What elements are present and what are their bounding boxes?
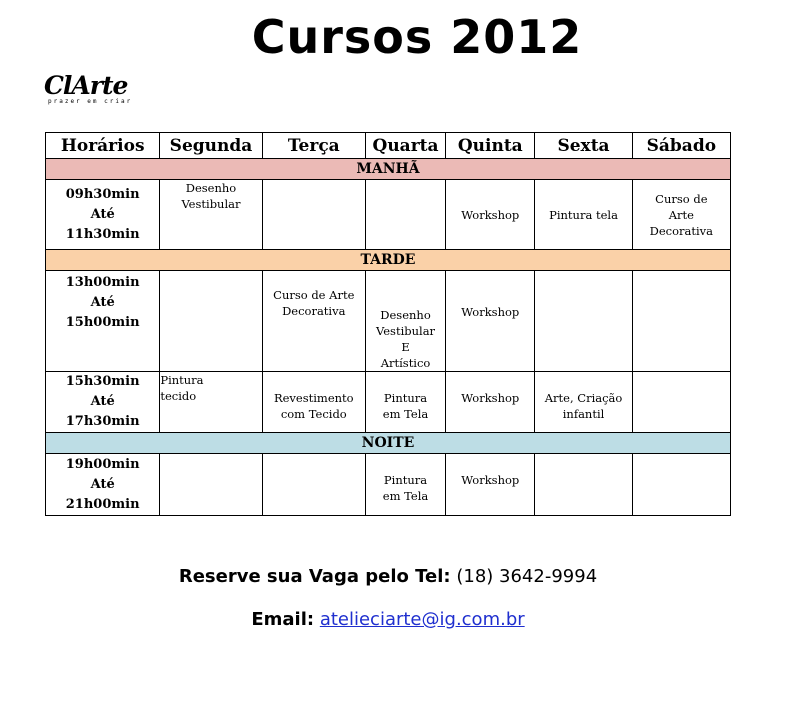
course-cell	[365, 271, 445, 372]
course-text: Vestibular	[376, 324, 436, 338]
period-row-noite	[46, 433, 731, 454]
course-text: com Tecido	[280, 407, 347, 421]
course-text: em Tela	[382, 489, 429, 503]
reservation-line	[0, 566, 776, 587]
time-slot	[46, 180, 160, 250]
table-row	[46, 271, 731, 372]
course-cell	[160, 180, 262, 250]
empty-cell	[365, 180, 445, 250]
period-label-noite: NOITE	[46, 433, 731, 454]
course-text: Workshop	[461, 305, 520, 319]
period-label-tarde: TARDE	[46, 250, 731, 271]
email-link[interactable]: atelieciarte@ig.com.br	[319, 609, 525, 630]
course-cell	[365, 372, 445, 433]
header-horarios: Horários	[46, 133, 160, 159]
header-terca: Terça	[262, 133, 365, 159]
course-cell	[262, 372, 365, 433]
time-start: 09h30min	[65, 186, 140, 202]
time-start: 13h00min	[65, 275, 140, 290]
course-text: Vestibular	[181, 197, 241, 211]
course-cell	[365, 454, 445, 516]
header-sabado: Sábado	[632, 133, 730, 159]
header-sexta: Sexta	[535, 133, 632, 159]
course-cell	[446, 372, 535, 433]
empty-cell	[262, 180, 365, 250]
empty-cell	[632, 271, 730, 372]
course-text: Decorativa	[649, 223, 714, 238]
period-row-manha	[46, 159, 731, 180]
empty-cell	[160, 454, 262, 516]
course-text: Arte	[668, 207, 694, 222]
email-label: Email:	[251, 609, 315, 630]
time-until: Até	[90, 295, 115, 310]
course-cell	[535, 372, 632, 433]
course-text: Curso de Arte	[273, 288, 355, 302]
time-until: Até	[90, 476, 115, 492]
empty-cell	[632, 454, 730, 516]
course-cell	[446, 180, 535, 250]
course-text: Pintura	[160, 373, 204, 387]
logo-tagline: prazer em criar	[48, 98, 133, 105]
course-text: Workshop	[461, 391, 520, 405]
phone-number: (18) 3642-9994	[456, 566, 598, 587]
empty-cell	[632, 372, 730, 433]
empty-cell	[160, 271, 262, 372]
course-cell	[446, 454, 535, 516]
course-text: tecido	[160, 389, 197, 403]
time-end: 15h00min	[65, 315, 140, 330]
time-end: 17h30min	[65, 414, 140, 429]
clarte-logo	[44, 71, 174, 106]
course-text: em Tela	[382, 407, 429, 421]
time-until: Até	[90, 394, 115, 409]
time-end: 21h00min	[65, 496, 140, 512]
course-cell	[632, 180, 730, 250]
course-text: E	[401, 340, 410, 354]
logo-wordmark: ClArte	[44, 71, 128, 100]
period-row-tarde	[46, 250, 731, 271]
time-until: Até	[90, 206, 115, 222]
course-text: Pintura	[383, 391, 428, 405]
time-slot	[46, 454, 160, 516]
course-text: Workshop	[461, 207, 520, 222]
table-row	[46, 180, 731, 250]
time-start: 19h00min	[65, 456, 140, 472]
weekday-header-row	[46, 133, 731, 159]
course-text: Artístico	[380, 356, 431, 370]
email-line	[0, 609, 776, 630]
time-slot	[46, 372, 160, 433]
time-end: 11h30min	[65, 226, 140, 242]
empty-cell	[262, 454, 365, 516]
course-text: Pintura	[383, 473, 428, 487]
course-cell	[262, 271, 365, 372]
period-label-manha: MANHÃ	[46, 159, 731, 180]
empty-cell	[535, 271, 632, 372]
time-slot	[46, 271, 160, 372]
table-row	[46, 454, 731, 516]
course-text: Pintura tela	[549, 207, 618, 222]
header-segunda: Segunda	[160, 133, 262, 159]
empty-cell	[535, 454, 632, 516]
course-text: Desenho	[185, 181, 237, 195]
reserve-label: Reserve sua Vaga pelo Tel:	[178, 566, 451, 587]
course-text: Decorativa	[282, 304, 346, 318]
course-text: Curso de	[655, 191, 708, 206]
course-text: Arte, Criação	[544, 391, 623, 405]
header-quinta: Quinta	[446, 133, 535, 159]
page-title: Cursos 2012	[251, 10, 583, 64]
course-text: infantil	[562, 407, 605, 421]
course-cell	[535, 180, 632, 250]
table-row	[46, 372, 731, 433]
time-start: 15h30min	[65, 374, 140, 389]
course-cell	[446, 271, 535, 372]
header-quarta: Quarta	[365, 133, 445, 159]
schedule-table	[45, 132, 731, 516]
course-text: Revestimento	[273, 391, 354, 405]
course-cell	[160, 372, 262, 433]
course-text: Workshop	[461, 473, 520, 487]
course-text: Desenho	[380, 308, 431, 322]
